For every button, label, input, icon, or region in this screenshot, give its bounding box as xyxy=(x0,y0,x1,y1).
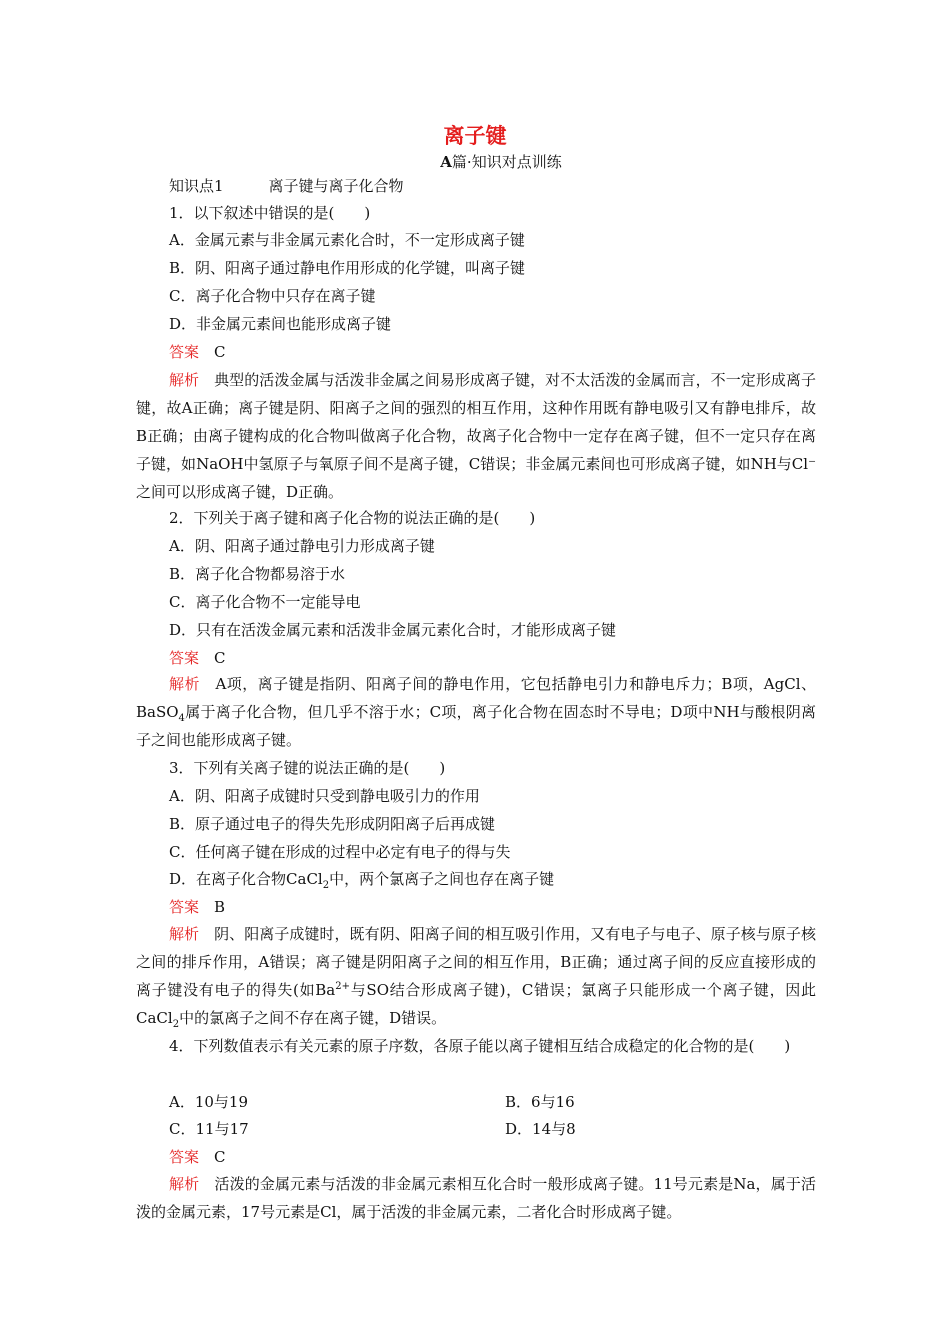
q2-answer xyxy=(169,648,226,668)
q1-option-b: B．阴、阳离子通过静电作用形成的化学键，叫离子键 xyxy=(169,259,526,277)
page-subtitle xyxy=(0,151,950,172)
q3-answer-value: B xyxy=(214,898,226,916)
q2-stem: 2．下列关于离子键和离子化合物的说法正确的是( ) xyxy=(169,509,536,527)
q3-option-b: B．原子通过电子的得失先形成阴阳离子后再成键 xyxy=(169,815,496,833)
q1-answer xyxy=(169,342,226,362)
q4-explanation xyxy=(136,1170,816,1226)
answer-label: 答案 xyxy=(169,898,200,916)
answer-label: 答案 xyxy=(169,1148,200,1166)
q2-option-a: A．阴、阳离子通过静电引力形成离子键 xyxy=(169,537,435,555)
q4-answer-value: C xyxy=(214,1148,226,1166)
q4-option-d: D．14与8 xyxy=(505,1120,576,1138)
q3-option-d-text-1: D．在离子化合物CaCl xyxy=(169,870,323,888)
q1-option-d: D．非金属元素间也能形成离子键 xyxy=(169,315,392,333)
q2-option-c: C．离子化合物不一定能导电 xyxy=(169,593,361,611)
q1-stem: 1．以下叙述中错误的是( ) xyxy=(169,204,371,222)
q2-explain-sub: 4 xyxy=(178,713,185,724)
q3-explain-text-3: 中的氯离子之间不存在离子键，D错误。 xyxy=(179,1009,447,1027)
q2-explanation xyxy=(136,670,816,754)
q1-answer-value: C xyxy=(214,343,226,361)
subtitle-rest: 篇·知识对点训练 xyxy=(451,153,562,171)
q3-option-d-sub: 2 xyxy=(322,880,330,891)
q4-option-b: B．6与16 xyxy=(505,1093,575,1111)
page-title: 离子键 xyxy=(443,124,507,148)
q4-option-a: A．10与19 xyxy=(169,1093,249,1111)
q3-explain-text-2: 与SO结合形成离子键)，C错误；氯离子只能形成一个离子键，因此CaCl xyxy=(136,981,817,1027)
q1-explain-text: 典型的活泼金属与活泼非金属之间易形成离子键，对不太活泼的金属而言，不一定形成离子键，故A正确；离子键是阴、阳离子之间的强烈的相互作用，这种作用既有静电吸引又有静电排斥，故B正确；由离子键构成的化合物叫做离子化合物，故离子化合物中一定存在离子键，但不一定只存在离子键，如NaOH中氢原子与氧原子间不是离子键，C错误；非金属元素间也可形成离子键，如NH与Cl⁻之间可以形成离子键，D正确。 xyxy=(136,371,816,501)
q1-explanation xyxy=(136,366,816,506)
q2-answer-value: C xyxy=(214,649,226,667)
q4-explain-text: 活泼的金属元素与活泼的非金属元素相互化合时一般形成离子键。11号元素是Na，属于活泼的金属元素，17号元素是Cl，属于活泼的非金属元素，二者化合时形成离子键。 xyxy=(136,1175,816,1221)
explain-label: 解析 xyxy=(169,925,200,943)
q3-explain-sup: 2+ xyxy=(335,981,351,992)
answer-label: 答案 xyxy=(169,649,200,667)
q3-explain-text-1: 阴、阳离子成键时，既有阴、阳离子间的相互吸引作用，又有电子与电子、原子核与原子核之间的排斥作用，A错误；离子键是阴阳离子之间的相互作用，B正确；通过离子间的反应直接形成的离子键没有电子的得失(如Ba xyxy=(136,925,816,999)
q3-option-d-text-2: 中，两个氯离子之间也存在离子键 xyxy=(329,870,555,888)
q2-explain-text-1: A项，离子键是指阴、阳离子间的静电作用，它包括静电引力和静电斥力；B项，AgCl、BaSO xyxy=(136,675,816,721)
q3-stem: 3．下列有关离子键的说法正确的是( ) xyxy=(169,759,446,777)
q4-answer xyxy=(169,1147,226,1167)
q3-option-d xyxy=(169,869,554,889)
q3-answer xyxy=(169,897,225,917)
q2-option-d: D．只有在活泼金属元素和活泼非金属元素化合时，才能形成离子键 xyxy=(169,621,617,639)
q2-option-b: B．离子化合物都易溶于水 xyxy=(169,565,346,583)
q3-option-a: A．阴、阳离子成键时只受到静电吸引力的作用 xyxy=(169,787,480,805)
q1-option-c: C．离子化合物中只存在离子键 xyxy=(169,287,376,305)
explain-label: 解析 xyxy=(169,371,200,389)
q3-option-c: C．任何离子键在形成的过程中必定有电子的得与失 xyxy=(169,843,511,861)
q1-option-a: A．金属元素与非金属元素化合时，不一定形成离子键 xyxy=(169,231,525,249)
explain-label: 解析 xyxy=(169,675,200,693)
q3-explanation xyxy=(136,920,816,1032)
answer-label: 答案 xyxy=(169,343,200,361)
q2-explain-text-2: 属于离子化合物，但几乎不溶于水；C项，离子化合物在固态时不导电；D项中NH与酸根阴离子之间也能形成离子键。 xyxy=(136,703,816,749)
explain-label: 解析 xyxy=(169,1175,200,1193)
q3-explain-sub: 2 xyxy=(172,1019,180,1030)
section-heading: 知识点1 离子键与离子化合物 xyxy=(169,177,404,195)
subtitle-a: A xyxy=(440,153,452,171)
q4-option-c: C．11与17 xyxy=(169,1120,249,1138)
q4-stem: 4．下列数值表示有关元素的原子序数，各原子能以离子键相互结合成稳定的化合物的是( ) xyxy=(169,1037,791,1055)
